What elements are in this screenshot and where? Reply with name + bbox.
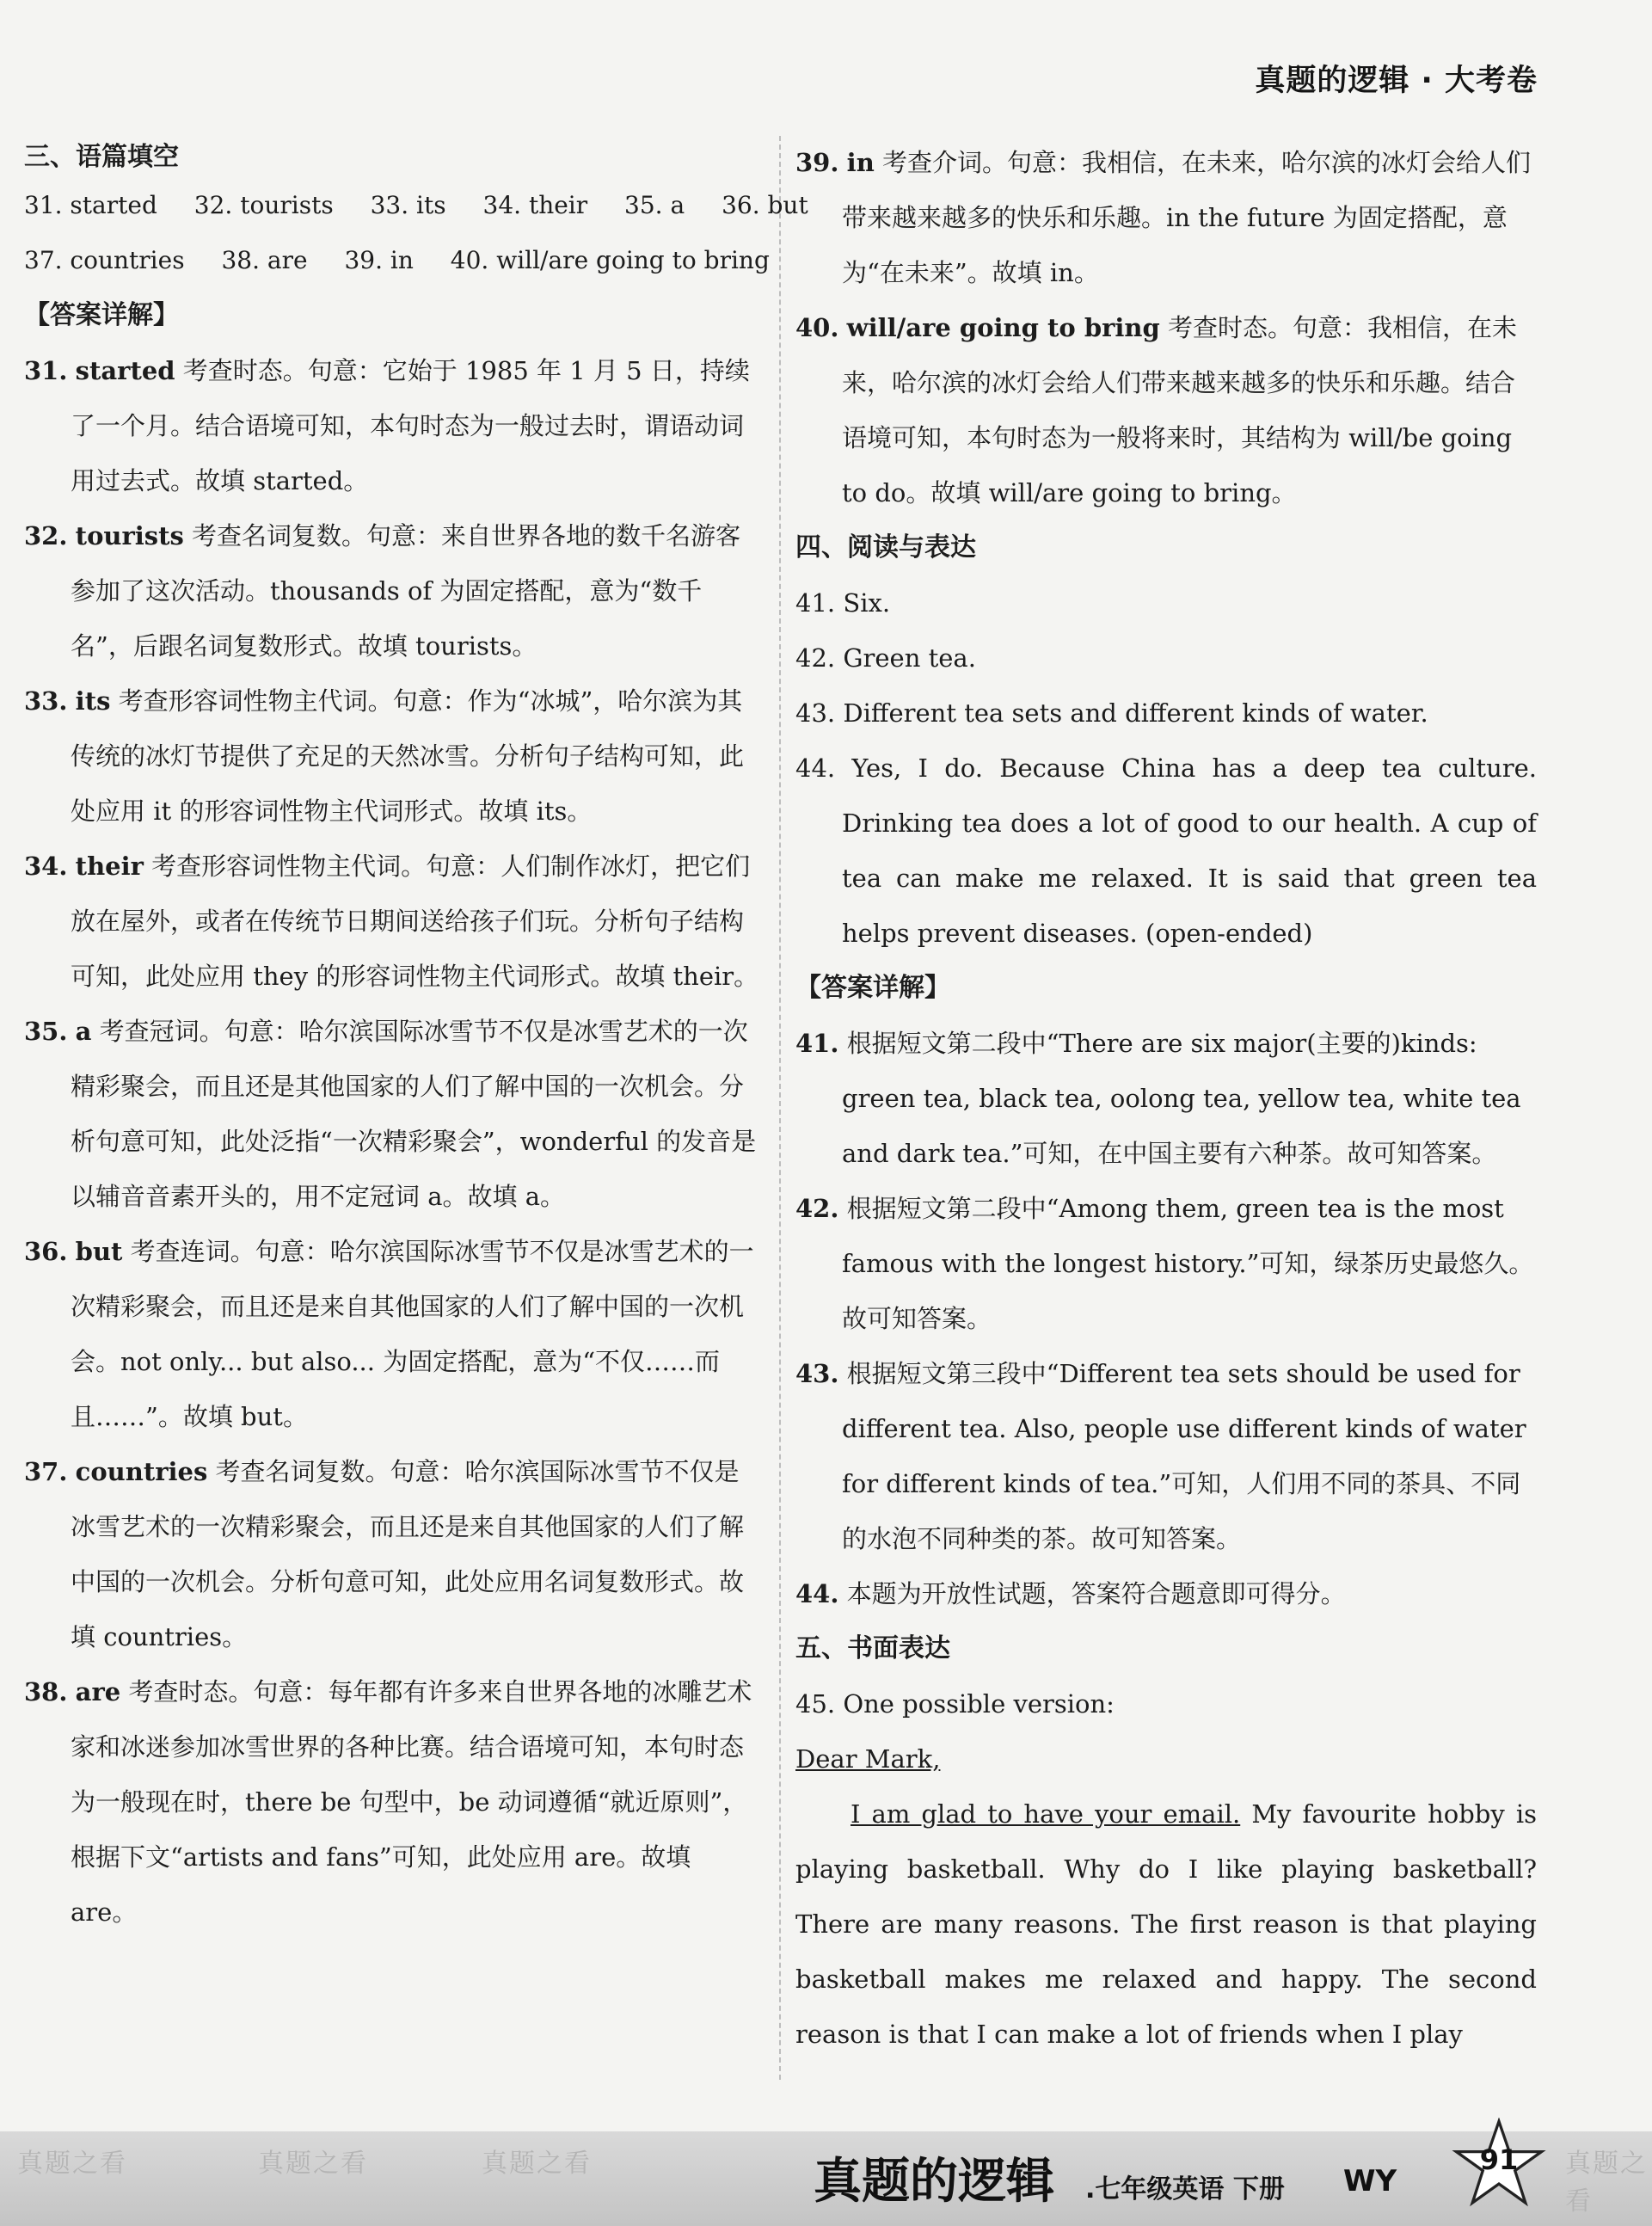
section-title-cloze: 三、语篇填空 (24, 142, 179, 172)
item-text: 根据短文第二段中“Among them, green tea is the most famous with the longest history.”可知，绿茶历史最悠久。故可知答案。 (842, 1194, 1534, 1333)
item-text: 考查名词复数。句意：来自世界各地的数千名游客参加了这次活动。thousands of 为固定搭配，意为“数千名”，后跟名词复数形式。故填 tourists。 (71, 521, 741, 661)
footer-edition: WY (1343, 2164, 1397, 2198)
letter-underlined: I am glad to have your email. (851, 1799, 1241, 1829)
page-number: 91 (1479, 2143, 1519, 2176)
item-text: 考查介词。句意：我相信，在未来，哈尔滨的冰灯会给人们带来越来越多的快乐和乐趣。in the future 为固定搭配，意为“在未来”。故填 in。 (842, 148, 1532, 287)
item-keyword: countries (75, 1457, 208, 1486)
item-keyword: but (75, 1237, 123, 1266)
item-number: 38. (24, 1677, 68, 1706)
item-number: 44. (795, 1579, 839, 1608)
footer-subtitle: .七年级英语 下册 (1085, 2174, 1285, 2204)
item-keyword: will/are going to bring (846, 313, 1160, 342)
explanation-item (24, 1664, 764, 1940)
letter-text: My favourite hobby is playing basketball. Why do I like playing basketball? There are many reasons. The first reason is that playing basketball makes me relaxed and happy. The second reason is that I can make a lot of friends when I play (795, 1799, 1537, 2049)
item-keyword: its (75, 686, 111, 716)
item-text: 考查时态。句意：每年都有许多来自世界各地的冰雕艺术家和冰迷参加冰雪世界的各种比赛。结合语境可知，本句时态为一般现在时，there be 句型中，be 动词遵循“就近原则”，根据下文“artists and fans”可知，此处应用 are。故填 are。 (71, 1677, 752, 1927)
version-label: 45. One possible version: (795, 1689, 1115, 1719)
explanation-heading: 【答案详解】 (24, 300, 179, 330)
answer-item: 33. its (370, 191, 446, 219)
explanation-item (24, 839, 764, 1004)
explanation-item (24, 508, 764, 673)
item-number: 35. (24, 1017, 68, 1046)
item-text: 本题为开放性试题，答案符合题意即可得分。 (846, 1579, 1346, 1608)
item-text: 考查冠词。句意：哈尔滨国际冰雪节不仅是冰雪艺术的一次精彩聚会，而且还是其他国家的人们了解中国的一次机会。分析句意可知，此处泛指“一次精彩聚会”，wonderful 的发音是以辅音音素开头的，用不定冠词 a。故填 a。 (71, 1017, 757, 1211)
answer-item: 34. their (482, 191, 588, 219)
reading-answer: 42. Green tea. (795, 643, 976, 673)
page-footer (0, 2131, 1652, 2226)
reading-answer: 44. Yes, I do. Because China has a deep tea culture. Drinking tea does a lot of good to our health. A cup of tea can make me relaxed. It is said that green tea helps prevent diseases. (open-ended) (795, 753, 1537, 948)
item-keyword: started (75, 356, 175, 385)
item-number: 40. (795, 313, 839, 342)
answer-item: 32. tourists (193, 191, 334, 219)
item-number: 36. (24, 1237, 68, 1266)
right-column (795, 135, 1537, 2062)
item-keyword: their (75, 852, 144, 881)
left-column (24, 135, 808, 1940)
item-text: 考查名词复数。句意：哈尔滨国际冰雪节不仅是冰雪艺术的一次精彩聚会，而且还是来自其他国家的人们了解中国的一次机会。分析句意可知，此处应用名词复数形式。故填 countries。 (71, 1457, 745, 1651)
item-text: 考查形容词性物主代词。句意：人们制作冰灯，把它们放在屋外，或者在传统节日期间送给孩子们玩。分析句子结构可知，此处应用 they 的形容词性物主代词形式。故填 their。 (71, 852, 759, 991)
explanation-item (24, 343, 764, 508)
footer-watermark: 真题之看 (258, 2149, 368, 2179)
header-title: 真题的逻辑 · 大考卷 (1255, 64, 1538, 98)
footer-watermark: 真题之看 (17, 2149, 127, 2179)
item-keyword: in (846, 148, 875, 177)
explanation-item (24, 673, 764, 839)
item-keyword: a (75, 1017, 92, 1046)
footer-watermark: 真题之看 (482, 2149, 592, 2179)
letter-body (795, 1786, 1537, 2062)
footer-watermark: 真题之看 (1565, 2149, 1648, 2217)
item-number: 33. (24, 686, 68, 716)
explanation-item (795, 300, 1537, 520)
item-number: 34. (24, 852, 68, 881)
item-number: 31. (24, 356, 68, 385)
answer-item: 36. but (722, 191, 808, 219)
column-divider (779, 136, 781, 2080)
item-keyword: are (75, 1677, 121, 1706)
answer-line (24, 178, 808, 233)
item-number: 43. (795, 1359, 839, 1388)
section-title-reading: 四、阅读与表达 (795, 532, 976, 563)
explanation-item (795, 1346, 1537, 1566)
item-number: 42. (795, 1194, 839, 1223)
section-title-writing: 五、书面表达 (795, 1633, 950, 1663)
item-text: 考查时态。句意：我相信，在未来，哈尔滨的冰灯会给人们带来越来越多的快乐和乐趣。结合语境可知，本句时态为一般将来时，其结构为 will/be going to do。故填 will/are going to bring。 (842, 313, 1517, 507)
explanation-item (795, 1016, 1537, 1181)
explanation-item (24, 1224, 764, 1444)
item-number: 41. (795, 1029, 839, 1058)
item-text: 考查连词。句意：哈尔滨国际冰雪节不仅是冰雪艺术的一次精彩聚会，而且还是来自其他国家的人们了解中国的一次机会。not only... but also... 为固定搭配，意为“不仅……而且……”。故填 but。 (71, 1237, 754, 1431)
footer-logo: 真题的逻辑 (814, 2154, 1054, 2210)
item-keyword: tourists (75, 521, 184, 550)
answer-item: 40. will/are going to bring (450, 246, 770, 274)
explanation-item (795, 1181, 1537, 1346)
item-number: 37. (24, 1457, 68, 1486)
answer-item: 35. a (624, 191, 685, 219)
item-text: 根据短文第二段中“There are six major(主要的)kinds: green tea, black tea, oolong tea, yellow tea, white tea and dark tea.”可知，在中国主要有六种茶。故可知答案。 (842, 1029, 1521, 1168)
explanation-item (795, 1566, 1537, 1621)
item-text: 考查时态。句意：它始于 1985 年 1 月 5 日，持续了一个月。结合语境可知，本句时态为一般过去时，谓语动词用过去式。故填 started。 (71, 356, 750, 495)
answer-key (24, 178, 808, 288)
answer-item: 39. in (344, 246, 414, 274)
item-number: 39. (795, 148, 839, 177)
letter-salutation (795, 1731, 1537, 1786)
explanation-heading: 【答案详解】 (795, 973, 950, 1003)
salutation-text: Dear Mark, (795, 1744, 941, 1774)
item-number: 32. (24, 521, 68, 550)
item-text: 考查形容词性物主代词。句意：作为“冰城”，哈尔滨为其传统的冰灯节提供了充足的天然冰雪。分析句子结构可知，此处应用 it 的形容词性物主代词形式。故填 its。 (71, 686, 745, 826)
reading-answer: 41. Six. (795, 588, 891, 618)
answer-line (24, 233, 770, 288)
explanation-item (24, 1004, 764, 1224)
answer-item: 37. countries (24, 246, 185, 274)
explanation-item (795, 135, 1537, 300)
reading-answer: 43. Different tea sets and different kinds of water. (795, 698, 1428, 728)
answer-item: 38. are (221, 246, 308, 274)
answer-item: 31. started (24, 191, 157, 219)
explanation-item (24, 1444, 764, 1664)
item-text: 根据短文第三段中“Different tea sets should be used for different tea. Also, people use different kinds of water for different kinds of tea.”可知，人们用不同的茶具、不同的水泡不同种类的茶。故可知答案。 (842, 1359, 1526, 1553)
